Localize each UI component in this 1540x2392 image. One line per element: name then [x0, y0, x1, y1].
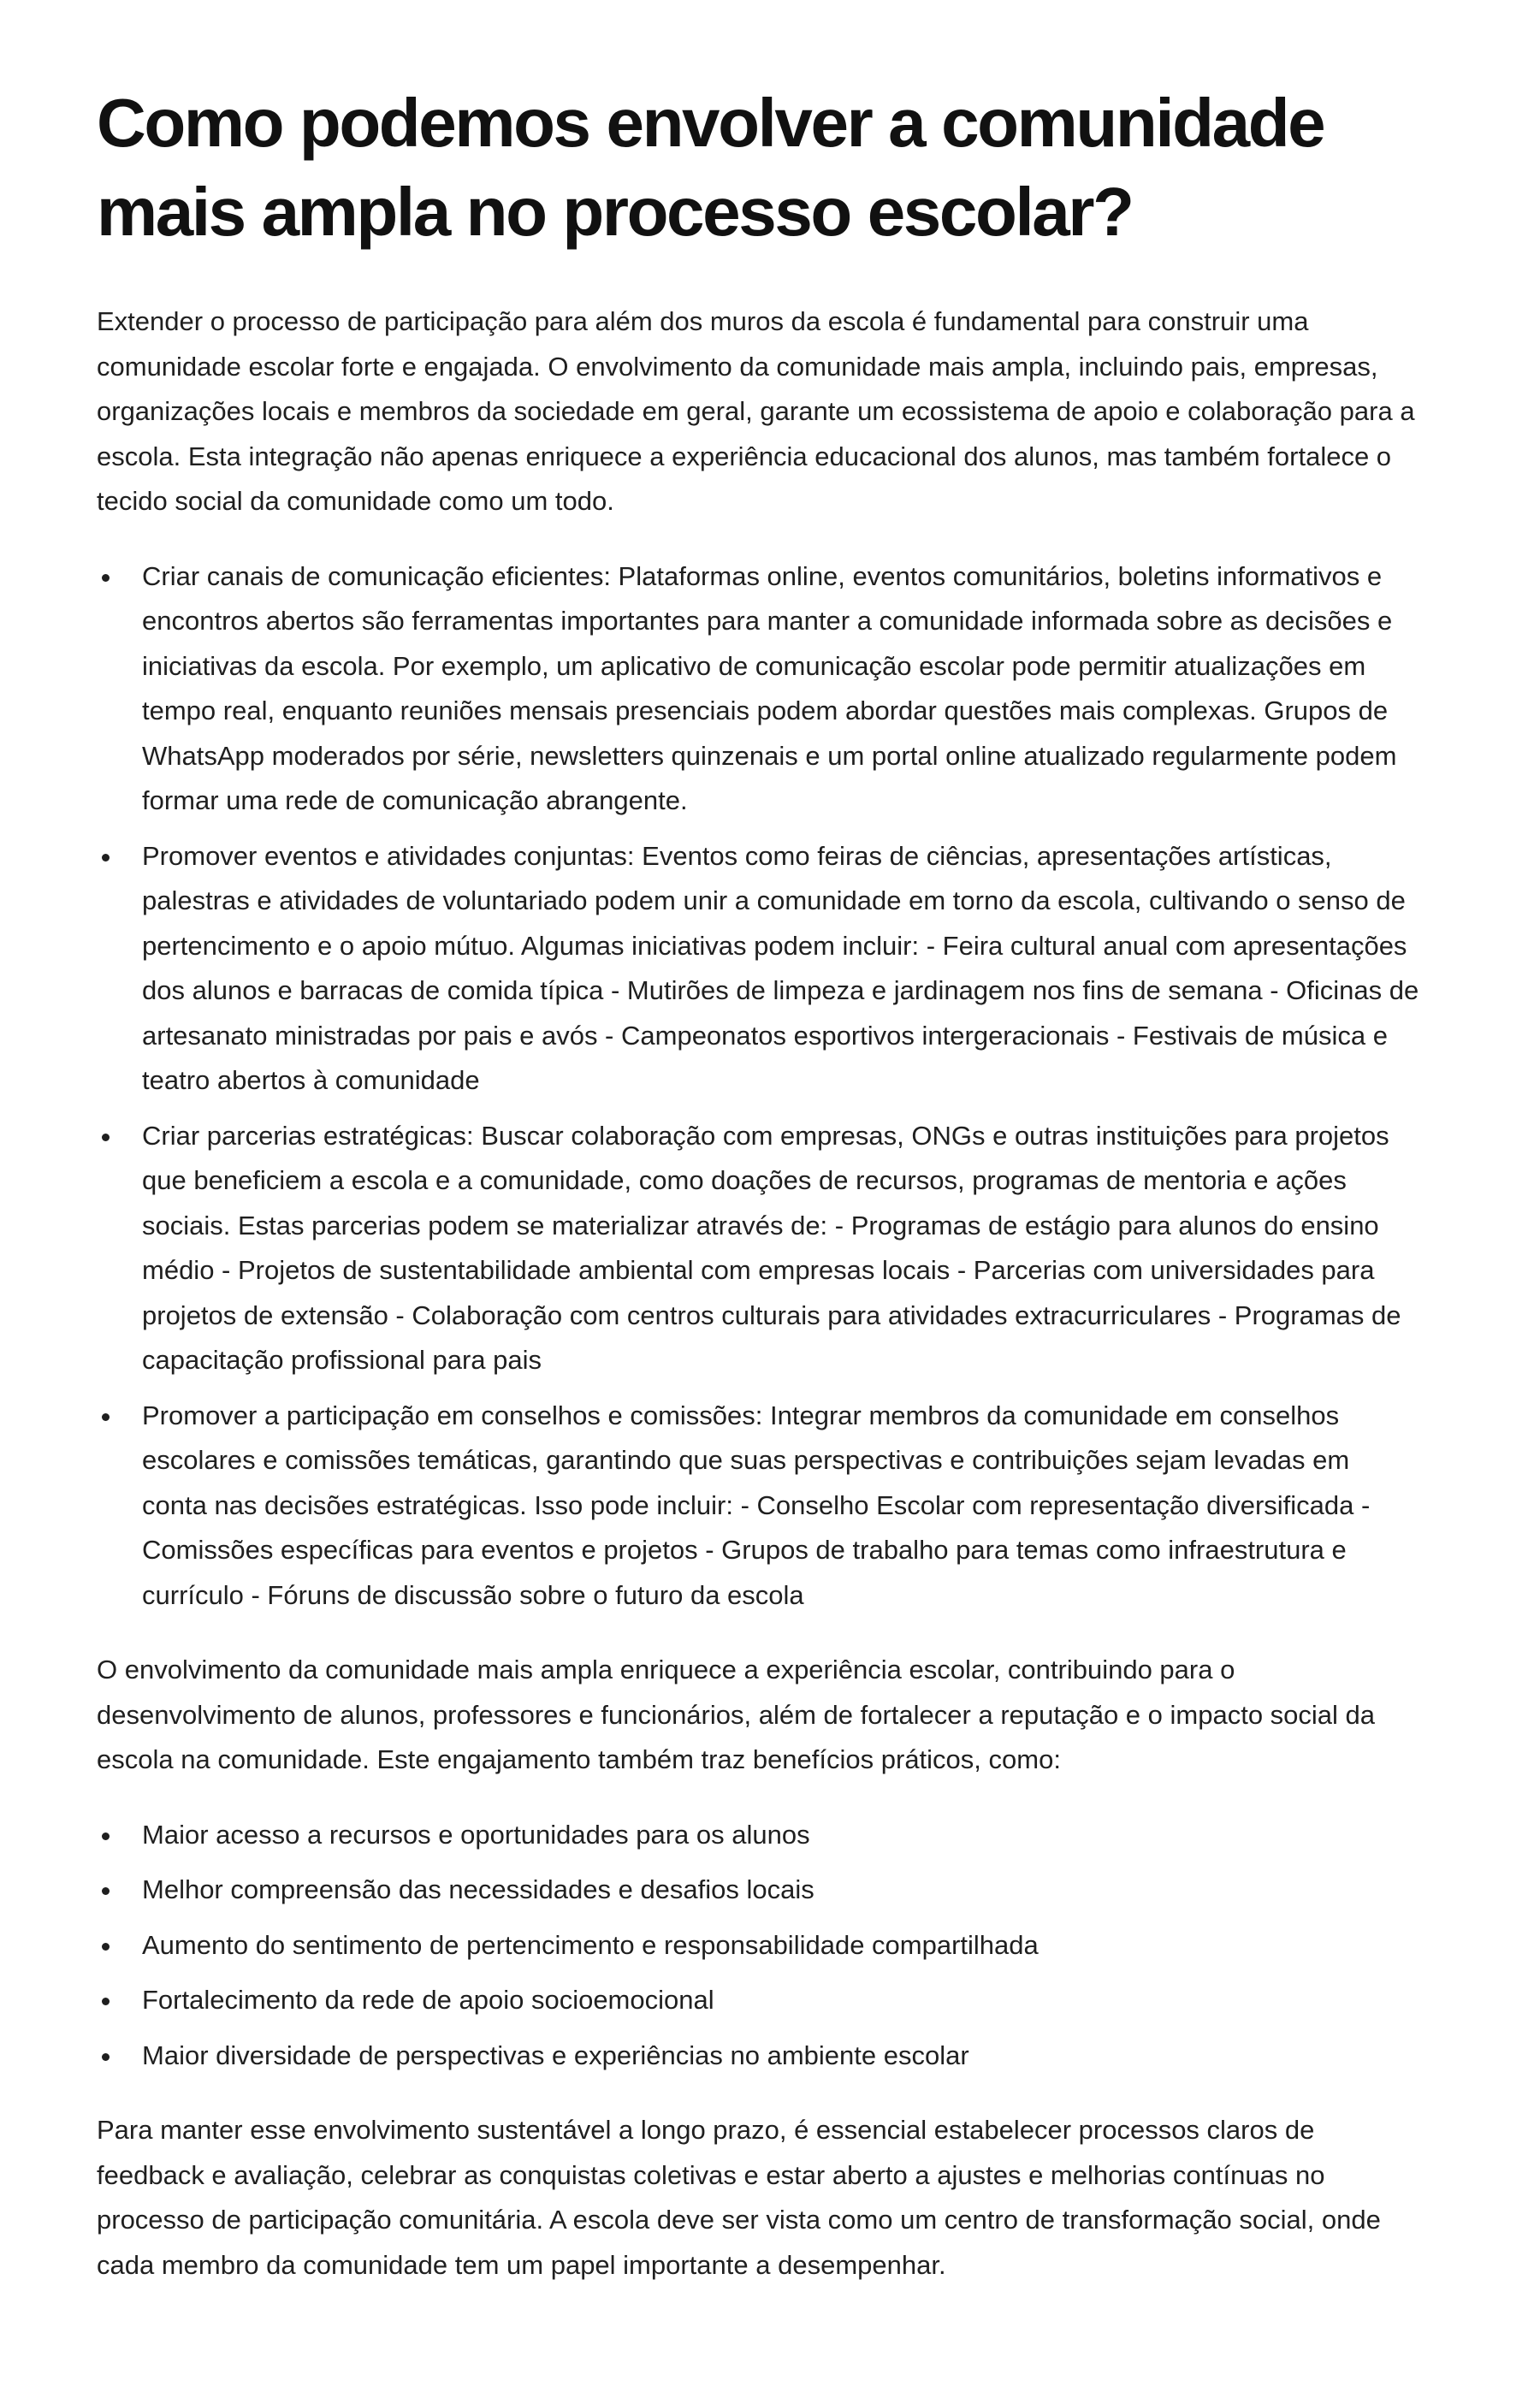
benefit-item: Fortalecimento da rede de apoio socioemocional	[97, 1978, 1420, 2023]
benefit-item: Aumento do sentimento de pertencimento e responsabilidade compartilhada	[97, 1923, 1420, 1969]
strategy-councils: Promover a participação em conselhos e comissões: Integrar membros da comunidade em conselhos escolares e comissões temáticas, garantindo que suas perspectivas e contribuições sejam levadas em conta nas decisões estratégicas. Isso pode incluir: - Conselho Escolar com representação diversificada - Comissões específicas para eventos e projetos - Grupos de trabalho para temas como infraestrutura e currículo - Fóruns de discussão sobre o futuro da escola	[97, 1394, 1420, 1619]
benefits-list	[97, 1813, 1420, 2079]
benefit-item: Maior diversidade de perspectivas e experiências no ambiente escolar	[97, 2034, 1420, 2079]
strategy-events: Promover eventos e atividades conjuntas: Eventos como feiras de ciências, apresentações artísticas, palestras e atividades de voluntariado podem unir a comunidade em torno da escola, cultivando o senso de pertencimento e o apoio mútuo. Algumas iniciativas podem incluir: - Feira cultural anual com apresentações dos alunos e barracas de comida típica - Mutirões de limpeza e jardinagem nos fins de semana - Oficinas de artesanato ministradas por pais e avós - Campeonatos esportivos intergeracionais - Festivais de música e teatro abertos à comunidade	[97, 834, 1420, 1104]
intro-paragraph: Extender o processo de participação para além dos muros da escola é fundamental para construir uma comunidade escolar forte e engajada. O envolvimento da comunidade mais ampla, incluindo pais, empresas, organizações locais e membros da sociedade em geral, garante um ecossistema de apoio e colaboração para a escola. Esta integração não apenas enriquece a experiência educacional dos alunos, mas também fortalece o tecido social da comunidade como um todo.	[97, 306, 1415, 516]
impact-paragraph: O envolvimento da comunidade mais ampla enriquece a experiência escolar, contribuindo para o desenvolvimento de alunos, professores e funcionários, além de fortalecer a reputação e o impacto social da escola na comunidade. Este engajamento também traz benefícios práticos, como:	[97, 1655, 1376, 1774]
page-title: Como podemos envolver a comunidade mais ampla no processo escolar?	[97, 85, 1324, 250]
benefit-item: Melhor compreensão das necessidades e desafios locais	[97, 1868, 1420, 1913]
strategy-communication: Criar canais de comunicação eficientes: Plataformas online, eventos comunitários, boletins informativos e encontros abertos são ferramentas importantes para manter a comunidade informada sobre as decisões e iniciativas da escola. Por exemplo, um aplicativo de comunicação escolar pode permitir atualizações em tempo real, enquanto reuniões mensais presenciais podem abordar questões mais complexas. Grupos de WhatsApp moderados por série, newsletters quinzenais e um portal online atualizado regularmente podem formar uma rede de comunicação abrangente.	[97, 554, 1420, 824]
strategies-list	[97, 554, 1420, 1619]
strategy-partnerships: Criar parcerias estratégicas: Buscar colaboração com empresas, ONGs e outras instituições para projetos que beneficiem a escola e a comunidade, como doações de recursos, programas de mentoria e ações sociais. Estas parcerias podem se materializar através de: - Programas de estágio para alunos do ensino médio - Projetos de sustentabilidade ambiental com empresas locais - Parcerias com universidades para projetos de extensão - Colaboração com centros culturais para atividades extracurriculares - Programas de capacitação profissional para pais	[97, 1114, 1420, 1383]
benefit-item: Maior acesso a recursos e oportunidades para os alunos	[97, 1813, 1420, 1858]
closing-paragraph: Para manter esse envolvimento sustentável a longo prazo, é essencial estabelecer processos claros de feedback e avaliação, celebrar as conquistas coletivas e estar aberto a ajustes e melhorias contínuas no processo de participação comunitária. A escola deve ser vista como um centro de transformação social, onde cada membro da comunidade tem um papel importante a desempenhar.	[97, 2115, 1381, 2280]
